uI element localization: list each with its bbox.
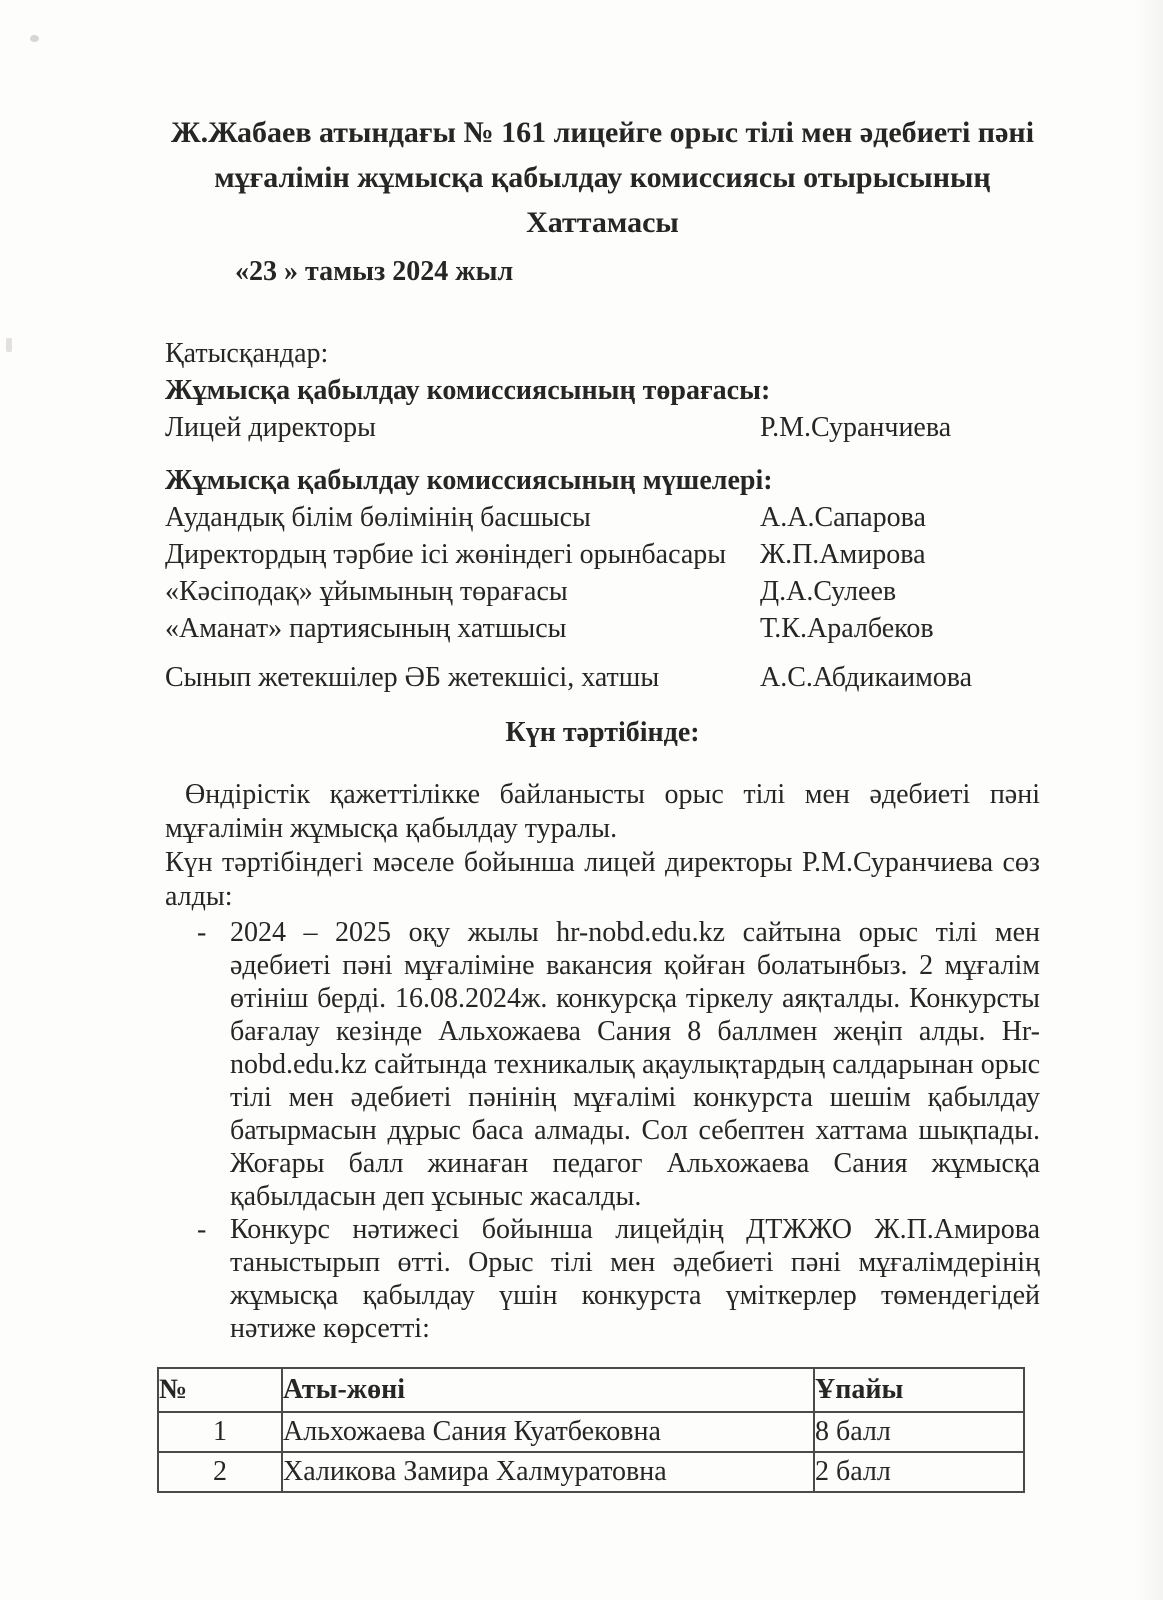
bullet-text: Конкурс нәтижесі бойынша лицейдің ДТЖЖО Ж.П.Амирова таныстырып өтті. Орыс тілі мен әдебиеті пәні мұғалімдерінің жұмысқа қабылдау үшін конкурста үміткерлер төмендегідей нәтиже көрсетті: [230,1214,1040,1344]
cell-number: 2 [158,1452,282,1492]
date-line: «23 » тамыз 2024 жыл [235,256,514,287]
title-line: Хаттамасы [526,206,679,239]
member-role: Директордың тәрбие ісі жөніндегі орынбасары [165,539,727,570]
member-name: А.А.Сапарова [760,502,926,533]
bullet-marker: - [197,1214,207,1245]
document-content [159,0,1040,1493]
agenda-bullet-list [165,916,1040,1345]
members-heading: Жұмысқа қабылдау комиссиясының мүшелері: [165,465,773,496]
cell-name: Халикова Замира Халмуратовна [282,1452,814,1492]
results-table [157,1367,1025,1493]
secretary-row [165,659,1040,696]
bullet-marker: - [197,917,207,948]
title-line: мұғалімін жұмысқа қабылдау комиссиясы отырысының [214,161,991,194]
cell-score: 2 балл [814,1452,1024,1492]
participants-section [165,335,1040,696]
cell-name: Альхожаева Сания Куатбековна [282,1412,814,1452]
member-role: Аудандық білім бөлімінің басшысы [165,502,591,533]
header-number: № [158,1368,282,1412]
member-role: «Кәсіподақ» ұйымының төрағасы [165,576,568,607]
cell-number: 1 [158,1412,282,1452]
agenda-paragraph-2: Күн тәртібіндегі мәселе бойынша лицей директоры Р.М.Суранчиева сөз алды: [165,847,1040,912]
chair-name: Р.М.Суранчиева [760,412,952,443]
member-row [165,573,1040,610]
header-score: Ұпайы [814,1368,1024,1412]
member-row [165,499,1040,536]
agenda-paragraph-1: Өндірістік қажеттілікке байланысты орыс тілі мен әдебиеті пәні мұғалімін жұмысқа қабылдау туралы. [165,779,1040,844]
agenda-heading: Күн тәртібінде: [505,717,700,748]
member-name: Ж.П.Амирова [760,539,926,570]
chair-heading: Жұмысқа қабылдау комиссиясының төрағасы: [165,375,771,406]
member-row [165,536,1040,573]
member-name: Т.К.Аралбеков [760,613,934,644]
member-role: «Аманат» партиясының хатшысы [165,613,567,644]
chair-row [165,409,1040,446]
secretary-role: Сынып жетекшілер ӘБ жетекшісі, хатшы [165,662,660,693]
bullet-text: 2024 – 2025 оқу жылы hr-nobd.edu.kz сайтына орыс тілі мен әдебиеті пәні мұғаліміне вакансия қойған болатынбыз. 2 мұғалім өтініш берді. 16.08.2024ж. конкурсқа тіркелу аяқталды. Конкурсты бағалау кезінде Альхожаева Сания 8 баллмен жеңіп алды. Hr-nobd.edu.kz сайтында техникалық ақаулықтардың салдарынан орыс тілі мен әдебиеті пәнінің мұғалімі конкурста шешім қабылдау батырмасын дұрыс баса алмады. Сол себептен хаттама шықпады. Жоғары балл жинаған педагог Альхожаева Сания жұмысқа қабылдасын деп ұсыныс жасалды. [230,917,1040,1212]
cell-score: 8 балл [814,1412,1024,1452]
table-header-row [158,1368,1024,1412]
table-row [158,1452,1024,1492]
scan-speck [30,35,39,42]
document-title [165,110,1040,245]
bullet-item [165,916,1040,1213]
secretary-name: А.С.Абдикаимова [760,662,973,693]
chair-role: Лицей директоры [165,412,376,443]
member-name: Д.А.Сулеев [760,576,897,607]
scan-speck [6,338,12,352]
member-row [165,610,1040,647]
title-line: Ж.Жабаев атындағы № 161 лицейге орыс тілі мен әдебиеті пәні [170,116,1035,149]
bullet-item [165,1213,1040,1345]
header-name: Аты-жөні [282,1368,814,1412]
table-row [158,1412,1024,1452]
participants-heading: Қатысқандар: [165,338,329,369]
